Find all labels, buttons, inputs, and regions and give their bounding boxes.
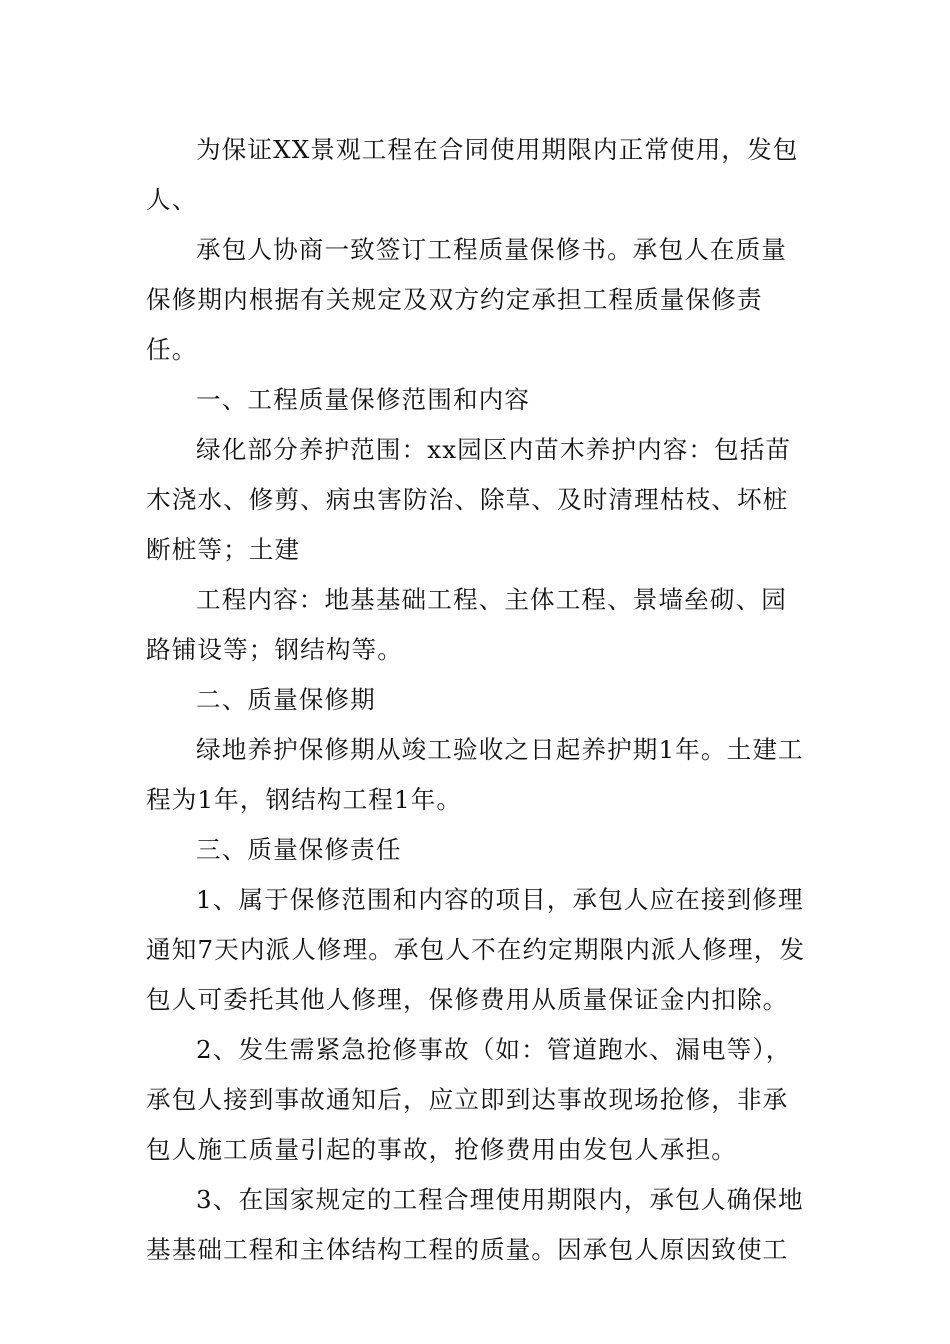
section-heading-scope: 一、工程质量保修范围和内容 [196,385,531,414]
paragraph-greening-scope: 绿化部分养护范围：xx园区内苗木养护内容：包括苗木浇水、修剪、病虫害防治、除草、及时清理枯枝、坏桩断桩等；土建 [146,435,792,564]
document-body [146,125,808,1275]
paragraph-responsibility-2: 2、发生需紧急抢修事故（如：管道跑水、漏电等），承包人接到事故通知后，应立即到达事故现场抢修，非承包人施工质量引起的事故，抢修费用由发包人承担。 [146,1035,792,1164]
paragraph-warranty-period: 绿地养护保修期从竣工验收之日起养护期1年。土建工程为1年，钢结构工程1年。 [146,735,804,814]
paragraph-construction-scope: 工程内容：地基基础工程、主体工程、景墙垒砌、园路铺设等；钢结构等。 [146,585,787,664]
paragraph-agreement: 承包人协商一致签订工程质量保修书。承包人在质量保修期内根据有关规定及双方约定承担工程质量保修责任。 [146,235,787,364]
paragraph-intro: 为保证XX景观工程在合同使用期限内正常使用，发包人、 [146,135,799,214]
paragraph-responsibility-3: 3、在国家规定的工程合理使用期限内，承包人确保地基基础工程和主体结构工程的质量。因承包人原因致使工 [146,1185,804,1264]
section-heading-responsibility: 三、质量保修责任 [196,835,402,864]
section-heading-warranty-period: 二、质量保修期 [196,685,376,714]
paragraph-responsibility-1: 1、属于保修范围和内容的项目，承包人应在接到修理通知7天内派人修理。承包人不在约定期限内派人修理，发包人可委托其他人修理，保修费用从质量保证金内扣除。 [146,885,806,1014]
